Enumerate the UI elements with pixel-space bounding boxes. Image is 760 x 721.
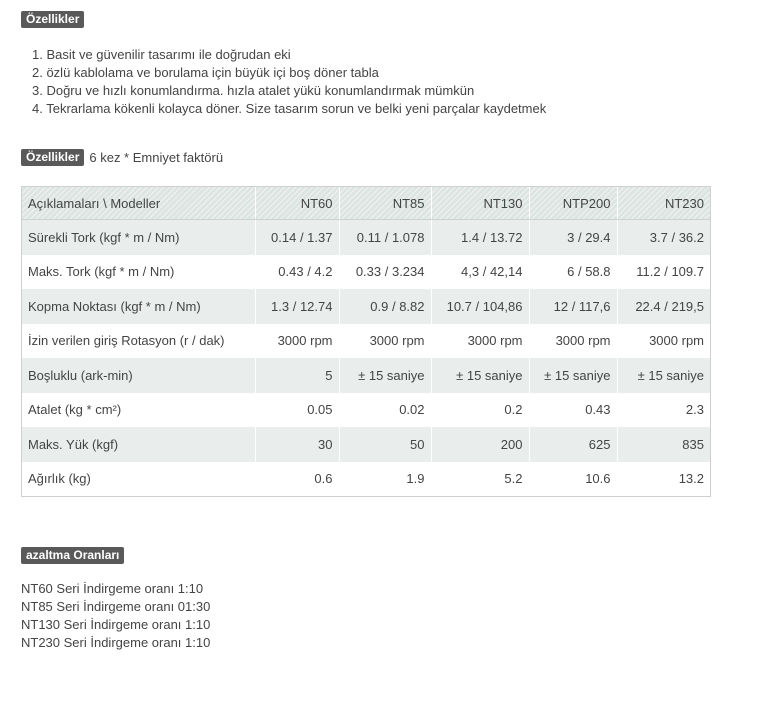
value-cell: 10.7 / 104,86 — [431, 289, 529, 324]
value-cell: 22.4 / 219,5 — [617, 289, 710, 324]
header-description: Açıklamaları \ Modeller — [22, 187, 255, 220]
header-model: NT60 — [255, 187, 339, 220]
value-cell: 0.11 / 1.078 — [339, 220, 431, 255]
value-cell: 13.2 — [617, 462, 710, 497]
row-label-cell: Ağırlık (kg) — [22, 462, 255, 497]
value-cell: ± 15 saniye — [529, 358, 617, 393]
value-cell: 0.9 / 8.82 — [339, 289, 431, 324]
header-model: NT130 — [431, 187, 529, 220]
value-cell: 6 / 58.8 — [529, 255, 617, 290]
row-label-cell: Sürekli Tork (kgf * m / Nm) — [22, 220, 255, 255]
ratio-item: NT60 Seri İndirgeme oranı 1:10 — [21, 581, 204, 596]
value-cell: 5.2 — [431, 462, 529, 497]
table-row — [22, 255, 710, 290]
header-model: NT230 — [617, 187, 710, 220]
specs-badge: Özellikler — [21, 149, 84, 166]
row-label-cell: Maks. Yük (kgf) — [22, 427, 255, 462]
value-cell: 1.4 / 13.72 — [431, 220, 529, 255]
feature-item: 1. Basit ve güvenilir tasarımı ile doğrudan eki — [32, 47, 291, 62]
value-cell: 2.3 — [617, 393, 710, 428]
value-cell: 0.02 — [339, 393, 431, 428]
table-row — [22, 324, 710, 359]
table-row — [22, 427, 710, 462]
value-cell: 30 — [255, 427, 339, 462]
value-cell: 11.2 / 109.7 — [617, 255, 710, 290]
value-cell: 0.43 — [529, 393, 617, 428]
value-cell: 0.33 / 3.234 — [339, 255, 431, 290]
row-label-cell: Kopma Noktası (kgf * m / Nm) — [22, 289, 255, 324]
value-cell: 200 — [431, 427, 529, 462]
value-cell: 625 — [529, 427, 617, 462]
value-cell: 0.43 / 4.2 — [255, 255, 339, 290]
features-section-heading — [21, 11, 84, 28]
table-header-row — [22, 187, 710, 220]
value-cell: 3 / 29.4 — [529, 220, 617, 255]
value-cell: 835 — [617, 427, 710, 462]
spec-table-container — [21, 186, 711, 497]
ratio-item: NT230 Seri İndirgeme oranı 1:10 — [21, 635, 211, 650]
table-row — [22, 393, 710, 428]
feature-item: 2. özlü kablolama ve borulama için büyük içi boş döner tabla — [32, 65, 379, 80]
value-cell: 3000 rpm — [255, 324, 339, 359]
value-cell: 0.05 — [255, 393, 339, 428]
value-cell: 0.6 — [255, 462, 339, 497]
value-cell: 12 / 117,6 — [529, 289, 617, 324]
safety-factor-note: 6 kez * Emniyet faktörü — [89, 150, 224, 165]
row-label-cell: İzin verilen giriş Rotasyon (r / dak) — [22, 324, 255, 359]
features-badge: Özellikler — [21, 11, 84, 28]
row-label-cell: Maks. Tork (kgf * m / Nm) — [22, 255, 255, 290]
ratio-item: NT85 Seri İndirgeme oranı 01:30 — [21, 599, 211, 614]
table-row — [22, 358, 710, 393]
row-label-cell: Atalet (kg * cm²) — [22, 393, 255, 428]
ratio-item: NT130 Seri İndirgeme oranı 1:10 — [21, 617, 211, 632]
value-cell: 10.6 — [529, 462, 617, 497]
value-cell: ± 15 saniye — [431, 358, 529, 393]
value-cell: 0.2 — [431, 393, 529, 428]
value-cell: 3.7 / 36.2 — [617, 220, 710, 255]
table-body — [22, 220, 710, 497]
feature-item: 4. Tekrarlama kökenli kolayca döner. Size tasarım sorun ve belki yeni parçalar kaydetmek — [32, 101, 547, 116]
header-model: NTP200 — [529, 187, 617, 220]
value-cell: 3000 rpm — [617, 324, 710, 359]
value-cell: 3000 rpm — [431, 324, 529, 359]
value-cell: 3000 rpm — [339, 324, 431, 359]
ratios-badge: azaltma Oranları — [21, 547, 124, 564]
table-row — [22, 462, 710, 497]
value-cell: 4,3 / 42,14 — [431, 255, 529, 290]
table-row — [22, 220, 710, 255]
features-list — [32, 46, 546, 118]
feature-item: 3. Doğru ve hızlı konumlandırma. hızla atalet yükü konumlandırmak mümkün — [32, 83, 475, 98]
header-model: NT85 — [339, 187, 431, 220]
ratios-section-heading — [21, 547, 124, 564]
value-cell: 1.3 / 12.74 — [255, 289, 339, 324]
value-cell: ± 15 saniye — [617, 358, 710, 393]
value-cell: 5 — [255, 358, 339, 393]
table-row — [22, 289, 710, 324]
value-cell: 1.9 — [339, 462, 431, 497]
value-cell: 3000 rpm — [529, 324, 617, 359]
value-cell: 0.14 / 1.37 — [255, 220, 339, 255]
reduction-ratios-list — [21, 580, 210, 652]
value-cell: ± 15 saniye — [339, 358, 431, 393]
value-cell: 50 — [339, 427, 431, 462]
row-label-cell: Boşluklu (ark-min) — [22, 358, 255, 393]
spec-table — [22, 187, 710, 496]
specs-section-heading — [21, 149, 223, 166]
